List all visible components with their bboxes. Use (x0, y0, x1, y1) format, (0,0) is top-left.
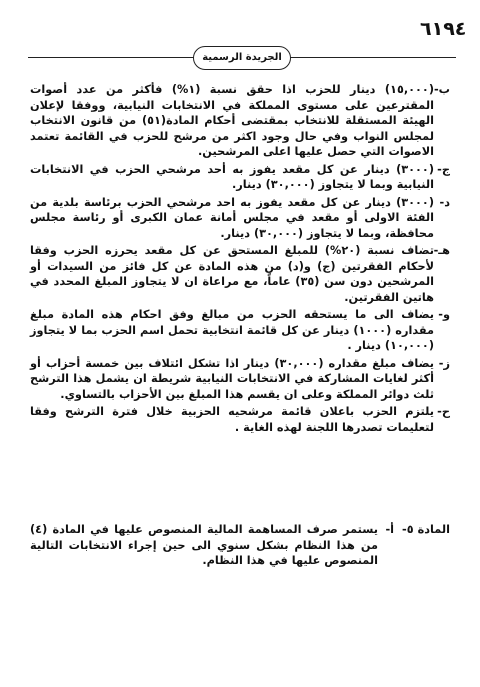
paragraph-text: يضاف مبلغ مقداره (٣٠,٠٠٠) دينار اذا تشكل ائتلاف بين خمسة أحزاب أو أكثر لغايات المشاركة في الانتخابات النيابية شريطة ان يشمل هذا الترشح ثلث دوائر المملكة وعلى ان يقسم هذا المبلغ بين الأحزاب بالتساوي. (30, 356, 434, 401)
gazette-title-badge: الجريدة الرسمية (193, 46, 291, 70)
article-label: المادة ٥- (402, 523, 450, 536)
paragraph-text: يضاف الى ما يستحقه الحزب من مبالغ وفق احكام هذه المادة مبلغ مقداره (١٠٠٠) دينار عن كل قائمة انتخابية تحمل اسم الحزب بما لا يتجاوز (١٠,٠٠٠) دينار . (30, 308, 434, 352)
paragraph-b (30, 82, 450, 160)
paragraph-text: (١٥,٠٠٠) دينار للحزب اذا حقق نسبة (١%) فأكثر من عدد أصوات المقترعين على مستوى المملكة في الانتخابات النيابية، ووفقا لإعلان الهيئة المستقلة للانتخاب بمقتضى أحكام المادة(٥١) من قانون الانتخاب لمجلس النواب وفي حال وجود اكثر من مرشح للحزب في القائمة تعتمد الاصوات التي حصل عليها اعلى المرشحين. (30, 83, 434, 158)
article-sub-marker: أ- (385, 523, 394, 536)
article-5 (30, 522, 450, 569)
paragraph-marker: ب- (433, 83, 450, 96)
article-text: يستمر صرف المساهمة المالية المنصوص عليها في المادة (٤) من هذا النظام بشكل سنوي الى حين إجراء الانتخابات التالية المنصوص عليها في هذا النظام. (30, 523, 378, 567)
paragraph-text: تضاف نسبة (٢٠%) للمبلغ المستحق عن كل مقعد يحرزه الحزب وفقا لأحكام الفقرتين (ج) و(د) من هذه المادة عن كل فائز من السيدات أو المرشحين دون سن (٣٥) عاماً، مع مراعاة ان لا يتجاوز المبلغ المحدد في هاتين الفقرتين. (30, 244, 434, 304)
paragraph-d (30, 195, 450, 242)
paragraph-list (30, 82, 450, 437)
paragraph-marker: و- (438, 308, 450, 321)
paragraph-text: (٣٠٠٠) دينار عن كل مقعد يفوز به أحد مرشحي الحزب في الانتخابات النيابية وبما لا يتجاوز (٣٠,٠٠٠) دينار. (30, 162, 434, 191)
paragraph-w (30, 307, 450, 354)
paragraph-z (30, 356, 450, 403)
paragraph-text: (٣٠٠٠) دينار عن كل مقعد يفوز به احد مرشحي الحزب برئاسة بلدية من الفئة الاولى أو مقعد في مجلس أمانة عمان الكبرى أو رئاسة مجلس محافظة، وبما لا يتجاوز (٣٠,٠٠٠) دينار. (30, 195, 434, 240)
paragraph-h2 (30, 404, 450, 435)
paragraph-h (30, 243, 450, 305)
paragraph-marker: ز- (438, 356, 450, 370)
paragraph-j (30, 162, 450, 193)
paragraph-marker: هـ- (433, 244, 450, 257)
paragraph-marker: د- (439, 195, 450, 209)
paragraph-marker: ج- (437, 162, 450, 176)
paragraph-text: يلتزم الحزب باعلان قائمة مرشحيه الحزبية خلال فترة الترشح وفقا لتعليمات تصدرها اللجنة لهذه الغاية . (30, 405, 434, 434)
paragraph-marker: ح- (437, 405, 450, 418)
page-number: ٦١٩٤ (420, 18, 467, 40)
